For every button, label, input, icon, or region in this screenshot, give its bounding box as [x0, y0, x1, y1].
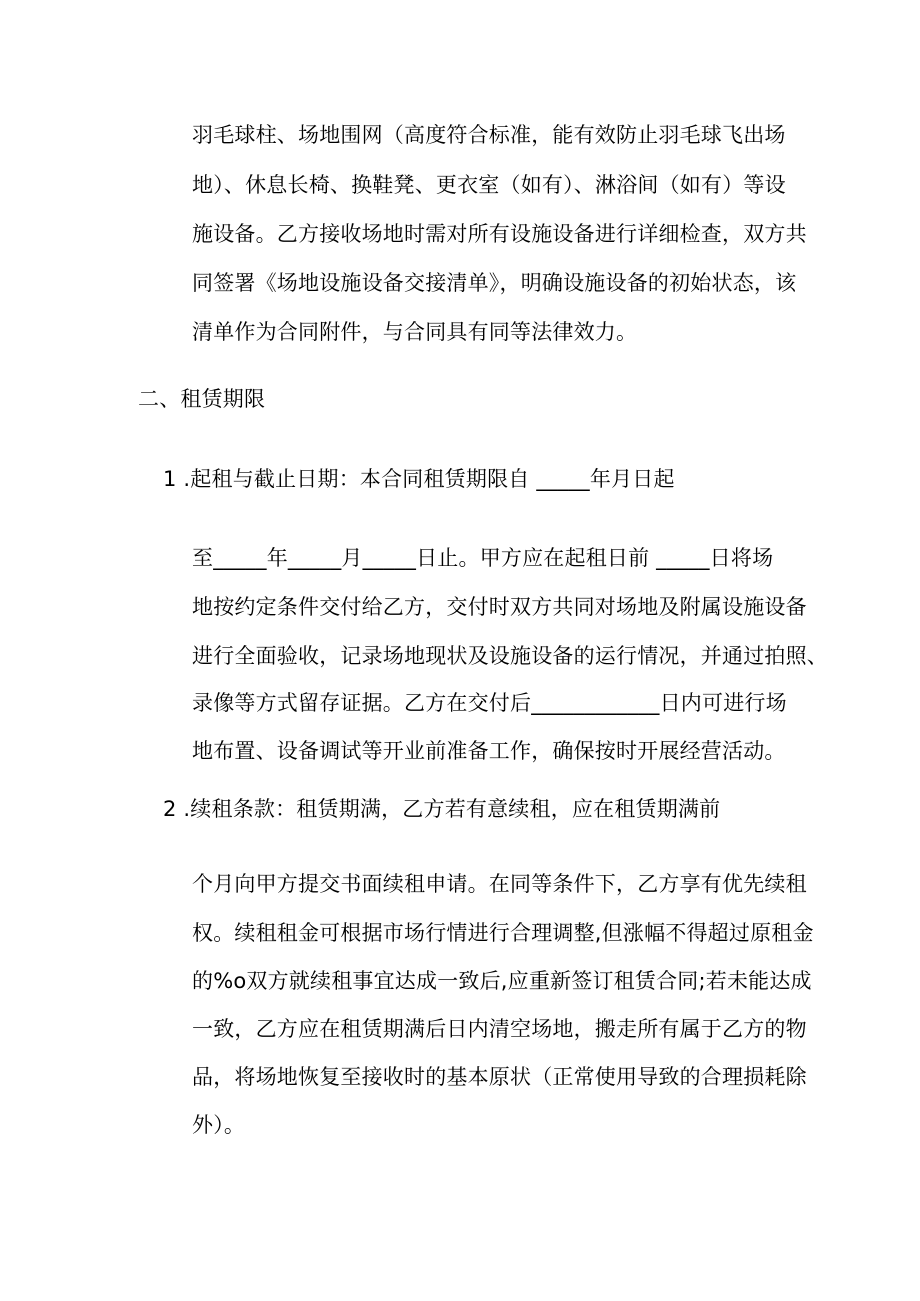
text-line: 进行全面验收，记录场地现状及设施设备的运行情况，并通过拍照、 — [192, 644, 828, 668]
text-line: 施设备。乙方接收场地时需对所有设施设备进行详细检查，双方共 — [192, 222, 807, 246]
text-line: 至_____年_____月_____日止。甲方应在起租日前 _____日将场 — [192, 546, 774, 570]
text-line: 一致，乙方应在租赁期满后日内清空场地，搬走所有属于乙方的物 — [192, 1017, 807, 1041]
text-line: 地）、休息长椅、换鞋凳、更衣室（如有）、淋浴间（如有）等设 — [192, 173, 786, 197]
text-line: 录像等方式留存证据。乙方在交付后____________日内可进行场 — [192, 691, 787, 715]
text-line: 个月向甲方提交书面续租申请。在同等条件下，乙方享有优先续租 — [192, 872, 807, 896]
clause-heading: 2 .续租条款：租赁期满，乙方若有意续租，应在租赁期满前 — [163, 797, 721, 821]
text-line: 权。续租租金可根据市场行情进行合理调整,但涨幅不得超过原租金 — [192, 921, 814, 945]
text-line: 羽毛球柱、场地围网（高度符合标准，能有效防止羽毛球飞出场 — [192, 123, 786, 147]
text-line: 地按约定条件交付给乙方，交付时双方共同对场地及附属设施设备 — [192, 595, 807, 619]
text-line: 地布置、设备调试等开业前准备工作，确保按时开展经营活动。 — [192, 739, 786, 763]
section-heading: 二、租赁期限 — [138, 387, 266, 411]
text-line: 清单作为合同附件，与合同具有同等法律效力。 — [192, 320, 638, 344]
text-line: 的%o双方就续租事宜达成一致后,应重新签订租赁合同;若未能达成 — [192, 969, 812, 993]
text-line: 同签署《场地设施设备交接清单》，明确设施设备的初始状态，该 — [192, 271, 797, 295]
text-line: 外）。 — [192, 1113, 246, 1137]
clause-heading: 1 .起租与截止日期：本合同租赁期限自 _____年月日起 — [163, 467, 675, 491]
text-line: 品，将场地恢复至接收时的基本原状（正常使用导致的合理损耗除 — [192, 1065, 807, 1089]
